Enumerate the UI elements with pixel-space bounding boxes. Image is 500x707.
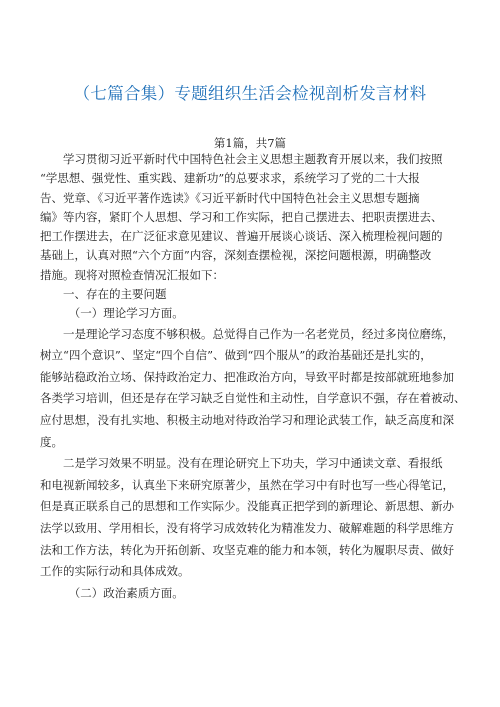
text-line: 二是学习效果不明显。没有在理论研究上下功夫，学习中通读文章、看报纸 — [40, 456, 443, 471]
text-line: 把工作摆进去，在广泛征求意见建议、普遍开展谈心谈话、深入梳理检视问题的 — [40, 229, 443, 244]
subsection-heading: （二）政治素质方面。 — [40, 585, 184, 600]
text-line: 基础上，认真对照“六个方面”内容，深刻查摆检视，深挖问题根源，明确整改 — [40, 248, 432, 263]
theory-study-section — [40, 324, 468, 605]
part-indicator: 第1篇，共7篇 — [213, 136, 287, 150]
text-line: 但是真正联系自己的思想和工作实际少。没能真正把学到的新理论、新思想、新办 — [40, 499, 454, 514]
text-line: 一是理论学习态度不够积极。总觉得自己作为一名老党员，经过多岗位磨练， — [40, 326, 454, 341]
text-line: “学思想、强党性、重实践、建新功”的总要求求，系统学习了党的二十大报 — [40, 171, 420, 186]
section-heading: 一、存在的主要问题 — [40, 287, 167, 302]
text-line: 和电视新闻较多，认真坐下来研究原著少，虽然在学习中有时也写一些心得笔记， — [40, 477, 454, 492]
document-title: （七篇合集）专题组织生活会检视剖析发言材料 — [73, 84, 427, 103]
text-line: 告、党章、《习近平著作选读》《习近平新时代中国特色社会主义思想专题摘 — [40, 190, 420, 205]
text-line: 工作的实际行动和具体成效。 — [40, 564, 190, 579]
text-line: 法和工作方法，转化为开拓创新、攻坚克难的能力和本领，转化为履职尽责、做好 — [40, 542, 454, 557]
text-line: 措施。现将对照检查情况汇报如下： — [40, 267, 224, 282]
text-line: 能够站稳政治立场、保持政治定力、把准政治方向，导致平时都是按部就班地参加 — [40, 369, 454, 384]
text-line: 度。 — [40, 434, 63, 449]
text-line: 树立“四个意识”、坚定“四个自信”、做到“四个服从”的政治基础还是扎实的， — [40, 348, 432, 363]
text-line: 各类学习培训，但还是存在学习缺乏自觉性和主动性，自学意识不强，存在着被动、 — [40, 391, 466, 406]
subsection-heading: （一）理论学习方面。 — [40, 306, 184, 321]
text-line: 编》等内容，紧盯个人思想、学习和工作实际，把自己摆进去、把职责摆进去、 — [40, 209, 443, 224]
text-line: 应付思想，没有扎实地、积极主动地对待政治学习和理论武装工作，缺乏高度和深 — [40, 413, 454, 428]
text-line: 法学以致用、学用相长，没有将学习成效转化为精准发力、破解难题的科学思维方 — [40, 521, 454, 536]
text-line: 学习贯彻习近平新时代中国特色社会主义思想主题教育开展以来，我们按照 — [40, 152, 443, 166]
document-body — [40, 150, 468, 604]
intro-section — [40, 150, 468, 324]
